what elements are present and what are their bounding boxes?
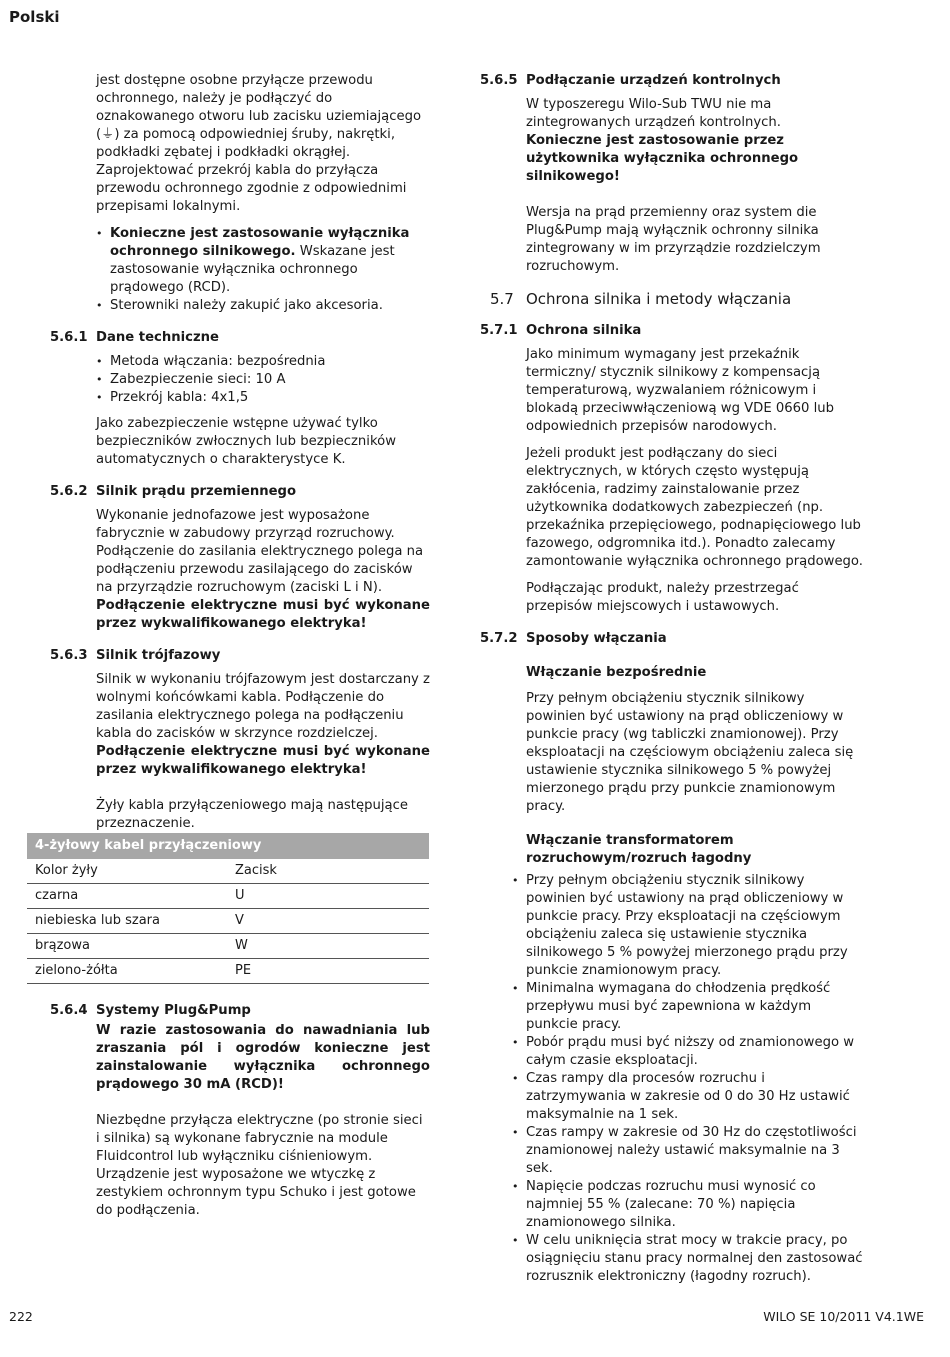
control-devices-paragraph: W typoszeregu Wilo-Sub TWU nie ma zintegrowanych urządzeń kontrolnych.: [526, 97, 781, 130]
section-heading-5-7-2: 5.7.2 Sposoby włączania: [480, 631, 667, 646]
section-heading-5-7: 5.7 Ochrona silnika i metody włączania: [490, 290, 792, 308]
motor-protection-warning: Konieczne jest zastosowanie przez użytkownika wyłącznika ochronnego silnikowego!: [526, 133, 799, 184]
plugpump-paragraph: Niezbędne przyłącza elektryczne (po stronie sieci i silnika) są wykonane fabrycznie na module Fluidcontrol lub wyłączniku ciśnieniowym. Urządzenie jest wyposażone we wtyczkę z zestykiem ochronnym typu Schuko i jest gotowe do podłączenia.: [96, 1113, 423, 1218]
section-heading-5-6-1: 5.6.1 Dane techniczne: [50, 330, 219, 345]
cable-note: Żyły kabla przyłączeniowego mają następujące przeznaczenie.: [96, 798, 408, 831]
table-row: niebieska lub szara V: [27, 909, 429, 934]
direct-start-paragraph: Przy pełnym obciążeniu stycznik silnikowy powinien być ustawiony na prąd obliczeniowy w punkcie pracy (wg tabliczki znamionowej). Przy eksploatacji na częściowym obciążeniu zaleca się ustawienie stycznika silnikowego 5 % powyżej mierzonego prądu przy punkcie znamionowym pracy.: [526, 691, 854, 814]
section-heading-5-6-4: 5.6.4 Systemy Plug&Pump: [50, 1003, 251, 1018]
list-item: • Przy pełnym obciążeniu stycznik silnikowy powinien być ustawiony na prąd obliczeniowy w punkcie pracy. Przy eksploatacji na częściowym obciążeniu zaleca się ustawienie stycznika silnikowego 5 % powyżej mierzonego prądu przy punkcie znamionowym pracy.: [512, 872, 865, 980]
network-disturbance-paragraph: Jeżeli produkt jest podłączany do sieci elektrycznych, w których często występują zakłócenia, radzimy zainstalowanie przez użytkownika dodatkowych zabezpieczeń (np. przekaźnika przepięciowego, podnapięciowego lub fazowego, odgromnika itd.). Ponadto zalecamy zamontowanie wyłącznika ochronnego prądowego.: [526, 446, 863, 569]
regulations-paragraph: Podłączając produkt, należy przestrzegać przepisów miejscowych i ustawowych.: [526, 581, 799, 614]
right-column: [480, 72, 865, 1294]
list-item: • Czas rampy w zakresie od 30 Hz do częstotliwości znamionowej należy ustawić maksymalnie na 3 sek.: [512, 1124, 865, 1178]
list-item: • Minimalna wymagana do chłodzenia prędkość przepływu musi być zapewniona w każdym punkcie pracy.: [512, 980, 865, 1034]
list-item: • Przekrój kabla: 4x1,5: [96, 389, 430, 407]
table-row: brązowa W: [27, 934, 429, 959]
rcd-warning: W razie zastosowania do nawadniania lub zraszania pól i ogrodów konieczne jest zainstalowanie wyłącznika ochronnego prądowego 30 mA (RCD)!: [96, 1023, 430, 1092]
table-row: zielono-żółta PE: [27, 959, 429, 984]
section-heading-5-6-5: 5.6.5 Podłączanie urządzeń kontrolnych: [480, 73, 781, 88]
list-item: • Zabezpieczenie sieci: 10 A: [96, 371, 430, 389]
list-item: • Napięcie podczas rozruchu musi wynosić co najmniej 55 % (zalecane: 70 %) napięcia znamionowego silnika.: [512, 1178, 865, 1232]
list-item: • Pobór prądu musi być niższy od znamionowego w całym czasie eksploatacji.: [512, 1034, 865, 1070]
page-number: 222: [9, 1309, 33, 1324]
table-row: czarna U: [27, 884, 429, 909]
intro-paragraph: jest dostępne osobne przyłącze przewodu ochronnego, należy je podłączyć do oznakowanego otworu lub zacisku uziemiającego (⏚) za pomocą odpowiedniej śruby, nakrętki, podkładki zębatej i podkładki okrągłej. Zaprojektować przekrój kabla do przyłącza przewodu ochronnego zgodnie z odpowiednimi przepisami lokalnymi.: [96, 73, 422, 214]
single-phase-paragraph: Wykonanie jednofazowe jest wyposażone fabrycznie w zabudowy przyrząd rozruchowy. Podłączenie do zasilania elektrycznego polega na podłączeniu przewodu zasilającego do zacisków na przyrządzie rozruchowym (zaciski L i N).: [96, 508, 424, 595]
tech-data-list: [96, 353, 430, 407]
section-heading-5-6-2: 5.6.2 Silnik prądu przemiennego: [50, 484, 297, 499]
page-language-header: Polski: [9, 8, 60, 26]
list-item: • Sterowniki należy zakupić jako akcesoria.: [96, 297, 430, 315]
left-column: [35, 72, 430, 1229]
section-heading-5-6-3: 5.6.3 Silnik trójfazowy: [50, 648, 221, 663]
intro-bullets: [96, 225, 430, 315]
direct-start-heading: Włączanie bezpośrednie: [526, 665, 707, 680]
table-header-row: Kolor żyły Zacisk: [27, 859, 429, 884]
table-title: 4-żyłowy kabel przyłączeniowy: [27, 833, 429, 859]
list-item: • W celu uniknięcia strat mocy w trakcie pracy, po osiągnięciu stanu pracy normalnej den zastosować rozrusznik elektroniczny (łagodny rozruch).: [512, 1232, 865, 1286]
electrician-warning: Podłączenie elektryczne musi być wykonane przez wykwalifikowanego elektryka!: [96, 598, 430, 631]
motor-protection-paragraph: Jako minimum wymagany jest przekaźnik termiczny/ stycznik silnikowy z kompensacją temperaturową, wyzwalaniem różnicowym i blokadą przeciwwłączeniową wg VDE 0660 lub odpowiednich przepisów narodowych.: [526, 347, 835, 434]
electrician-warning: Podłączenie elektryczne musi być wykonane przez wykwalifikowanego elektryka!: [96, 744, 430, 777]
document-reference: WILO SE 10/2011 V4.1WE: [763, 1309, 924, 1324]
fuse-paragraph: Jako zabezpieczenie wstępne używać tylko bezpieczników zwłocznych lub bezpieczników automatycznych o charakterystyce K.: [96, 416, 396, 467]
list-item: • Metoda włączania: bezpośrednia: [96, 353, 430, 371]
section-heading-5-7-1: 5.7.1 Ochrona silnika: [480, 323, 642, 338]
soft-start-list: [512, 872, 865, 1286]
three-phase-paragraph: Silnik w wykonaniu trójfazowym jest dostarczany z wolnymi końcówkami kabla. Podłączenie do zasilania elektrycznego polega na podłączeniu kabla do zacisków w skrzynce rozdzielczej.: [96, 672, 430, 741]
list-item: • Czas rampy dla procesów rozruchu i zatrzymywania w zakresie od 0 do 30 Hz ustawić maksymalnie na 1 sek.: [512, 1070, 865, 1124]
soft-start-heading: Włączanie transformatorem rozruchowym/rozruch łagodny: [526, 833, 752, 866]
list-item: • Konieczne jest zastosowanie wyłącznika ochronnego silnikowego. Wskazane jest zastosowanie wyłącznika ochronnego prądowego (RCD).: [96, 225, 430, 297]
cable-table: [27, 833, 429, 984]
plugpump-protection-paragraph: Wersja na prąd przemienny oraz system die Plug&Pump mają wyłącznik ochronny silnika zintegrowany w im przyrządzie rozdzielczym rozruchowym.: [526, 205, 821, 274]
